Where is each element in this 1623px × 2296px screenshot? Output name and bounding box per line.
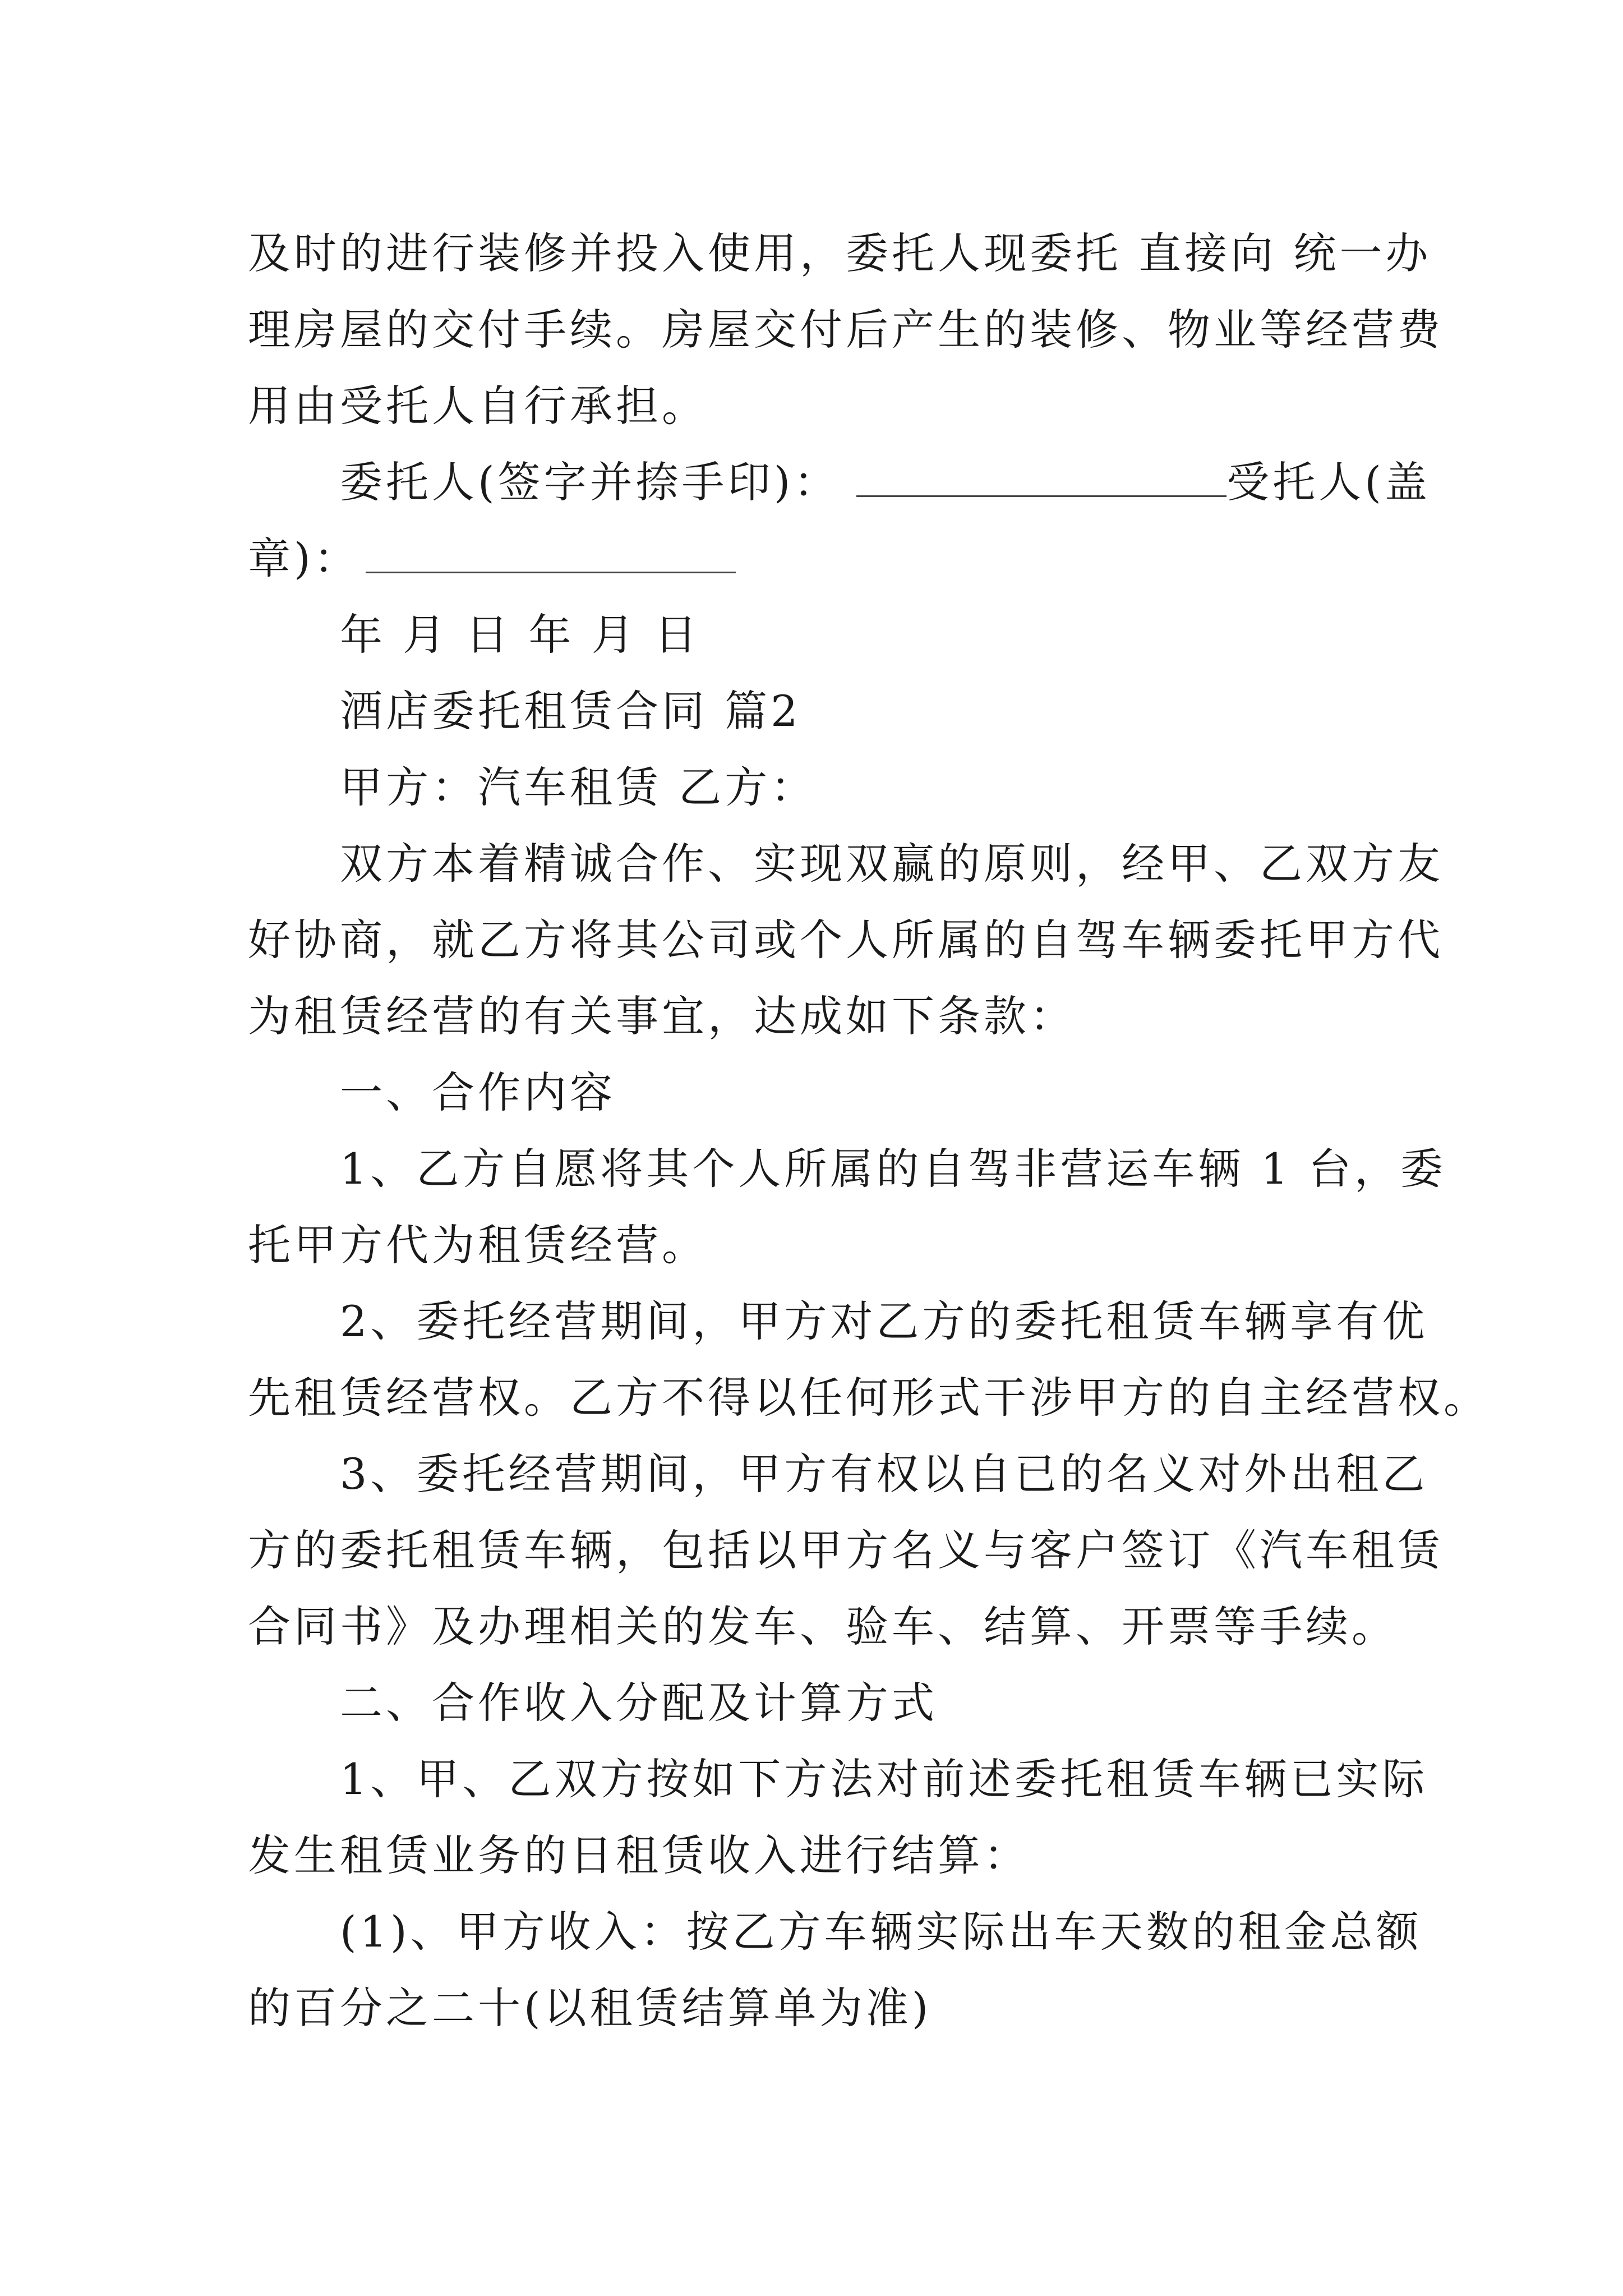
paragraph-line: 发生租赁业务的日租赁收入进行结算： [248,1830,1030,1880]
paragraph-line: 先租赁经营权。乙方不得以任何形式干涉甲方的自主经营权。 [248,1373,1490,1423]
paragraph-line: 好协商，就乙方将其公司或个人所属的自驾车辆委托甲方代 [248,915,1444,965]
signature-line [248,444,1431,521]
agent-seal-blank [366,528,736,573]
paragraph-line: 合同书》及办理相关的发车、验车、结算、开票等手续。 [248,1602,1398,1651]
paragraph-line: 的百分之二十(以租赁结算单为准) [248,1983,932,2033]
paragraph-line: 2、委托经营期间，甲方对乙方的委托租赁车辆享有优 [340,1296,1428,1346]
parties-line: 甲方：汽车租赁 乙方： [340,762,817,812]
date-line: 年 月 日 年 月 日 [340,610,700,660]
paragraph-line: 方的委托租赁车辆，包括以甲方名义与客户签订《汽车租赁 [248,1525,1444,1575]
paragraph-line: 1、甲、乙双方按如下方法对前述委托租赁车辆已实际 [340,1754,1428,1804]
agent-seal-label: 受托人(盖 [1227,457,1431,507]
heading: 一、合作内容 [340,1068,616,1117]
agent-seal-label-cont: 章)： [248,533,360,583]
paragraph-line: 理房屋的交付手续。房屋交付后产生的装修、物业等经营费 [248,305,1444,355]
paragraph-line: 3、委托经营期间，甲方有权以自已的名义对外出租乙 [340,1449,1428,1499]
principal-sign-label: 委托人(签字并捺手印)： [340,457,840,507]
paragraph-line: 为租赁经营的有关事宜，达成如下条款： [248,991,1076,1041]
document-page [248,215,1490,2046]
paragraph-line: 用由受托人自行承担。 [248,381,708,431]
principal-sign-blank [856,452,1227,497]
signature-line [248,521,1392,597]
paragraph-line: (1)、甲方收入：按乙方车辆实际出车天数的租金总额 [340,1907,1422,1957]
paragraph-line: 及时的进行装修并投入使用，委托人现委托 直接向 统一办 [248,228,1432,278]
section-title: 酒店委托租赁合同 篇2 [340,686,801,736]
paragraph-line: 双方本着精诚合作、实现双赢的原则，经甲、乙双方友 [340,839,1444,889]
paragraph-line: 1、乙方自愿将其个人所属的自驾非营运车辆 1 台，委 [340,1144,1447,1194]
paragraph-line: 托甲方代为租赁经营。 [248,1220,708,1270]
heading: 二、合作收入分配及计算方式 [340,1678,938,1728]
